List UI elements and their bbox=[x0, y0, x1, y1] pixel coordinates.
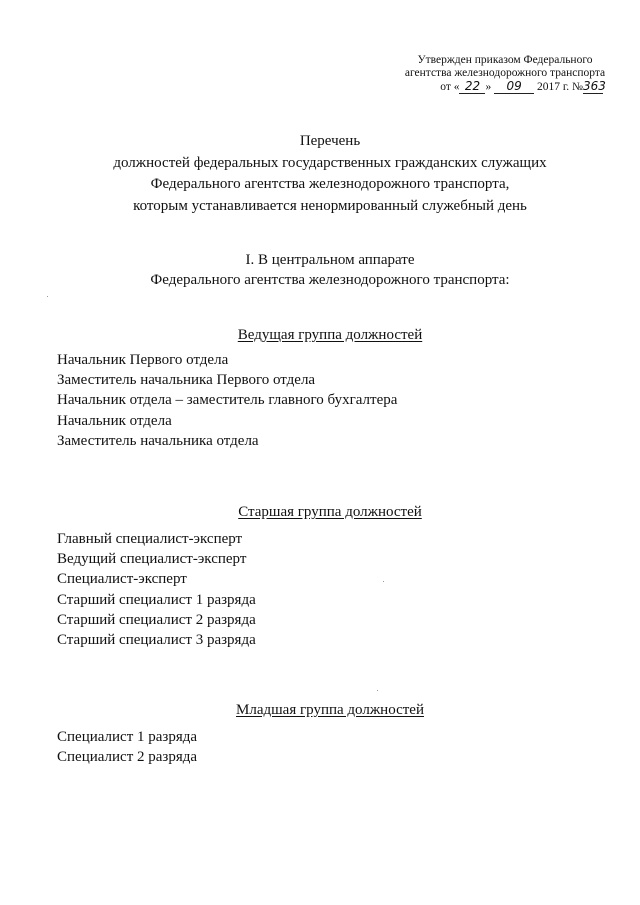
handwritten-month: 09 bbox=[494, 80, 534, 94]
approval-stamp bbox=[395, 54, 615, 94]
list-item: Старший специалист 3 разряда bbox=[57, 632, 256, 649]
group-list-junior bbox=[57, 727, 557, 767]
list-item: Начальник Первого отдела bbox=[57, 352, 229, 368]
title-line-1: Перечень bbox=[299, 133, 361, 149]
list-item: Специалист-эксперт bbox=[57, 571, 187, 588]
handwritten-day: 22 bbox=[459, 80, 485, 94]
date-mid: » bbox=[485, 81, 492, 93]
list-item: Начальник отдела – заместитель главного бухгалтера bbox=[57, 392, 398, 409]
section-heading bbox=[60, 250, 600, 290]
scan-speck bbox=[377, 690, 378, 691]
approval-line-1: Утвержден приказом Федерального bbox=[417, 54, 593, 66]
approval-line-2: агентства железнодорожного транспорта bbox=[404, 67, 606, 79]
section-line-2: Федерального агентства железнодорожного транспорта: bbox=[150, 272, 510, 288]
scan-speck bbox=[383, 581, 384, 582]
section-line-1: I. В центральном аппарате bbox=[245, 252, 415, 268]
group-list-senior bbox=[57, 529, 557, 650]
list-item: Специалист 2 разряда bbox=[57, 749, 198, 766]
list-item: Старший специалист 2 разряда bbox=[57, 611, 256, 628]
year-text: 2017 г. № bbox=[536, 81, 583, 93]
list-item: Заместитель начальника отдела bbox=[57, 432, 259, 449]
list-item: Старший специалист 1 разряда bbox=[57, 591, 256, 608]
title-line-2: должностей федеральных государственных гражданских служащих bbox=[113, 154, 547, 171]
date-prefix: от « bbox=[440, 81, 460, 93]
list-item: Ведущий специалист-эксперт bbox=[57, 551, 247, 568]
approval-date-row bbox=[395, 80, 615, 94]
title-line-4: которым устанавливается ненормированный служебный день bbox=[133, 197, 527, 214]
handwritten-order-number: 363 bbox=[583, 79, 606, 93]
group-heading-junior: Младшая группа должностей bbox=[236, 702, 424, 718]
title-line-3: Федерального агентства железнодорожного транспорта, bbox=[150, 176, 510, 192]
group-heading-senior: Старшая группа должностей bbox=[238, 504, 422, 520]
group-list-leading bbox=[57, 350, 557, 451]
list-item: Специалист 1 разряда bbox=[57, 729, 198, 745]
list-item: Главный специалист-эксперт bbox=[57, 531, 243, 547]
scan-speck bbox=[47, 296, 48, 297]
list-item: Заместитель начальника Первого отдела bbox=[57, 372, 316, 389]
group-heading-leading: Ведущая группа должностей bbox=[237, 327, 423, 343]
document-title bbox=[60, 131, 600, 217]
list-item: Начальник отдела bbox=[57, 412, 172, 429]
